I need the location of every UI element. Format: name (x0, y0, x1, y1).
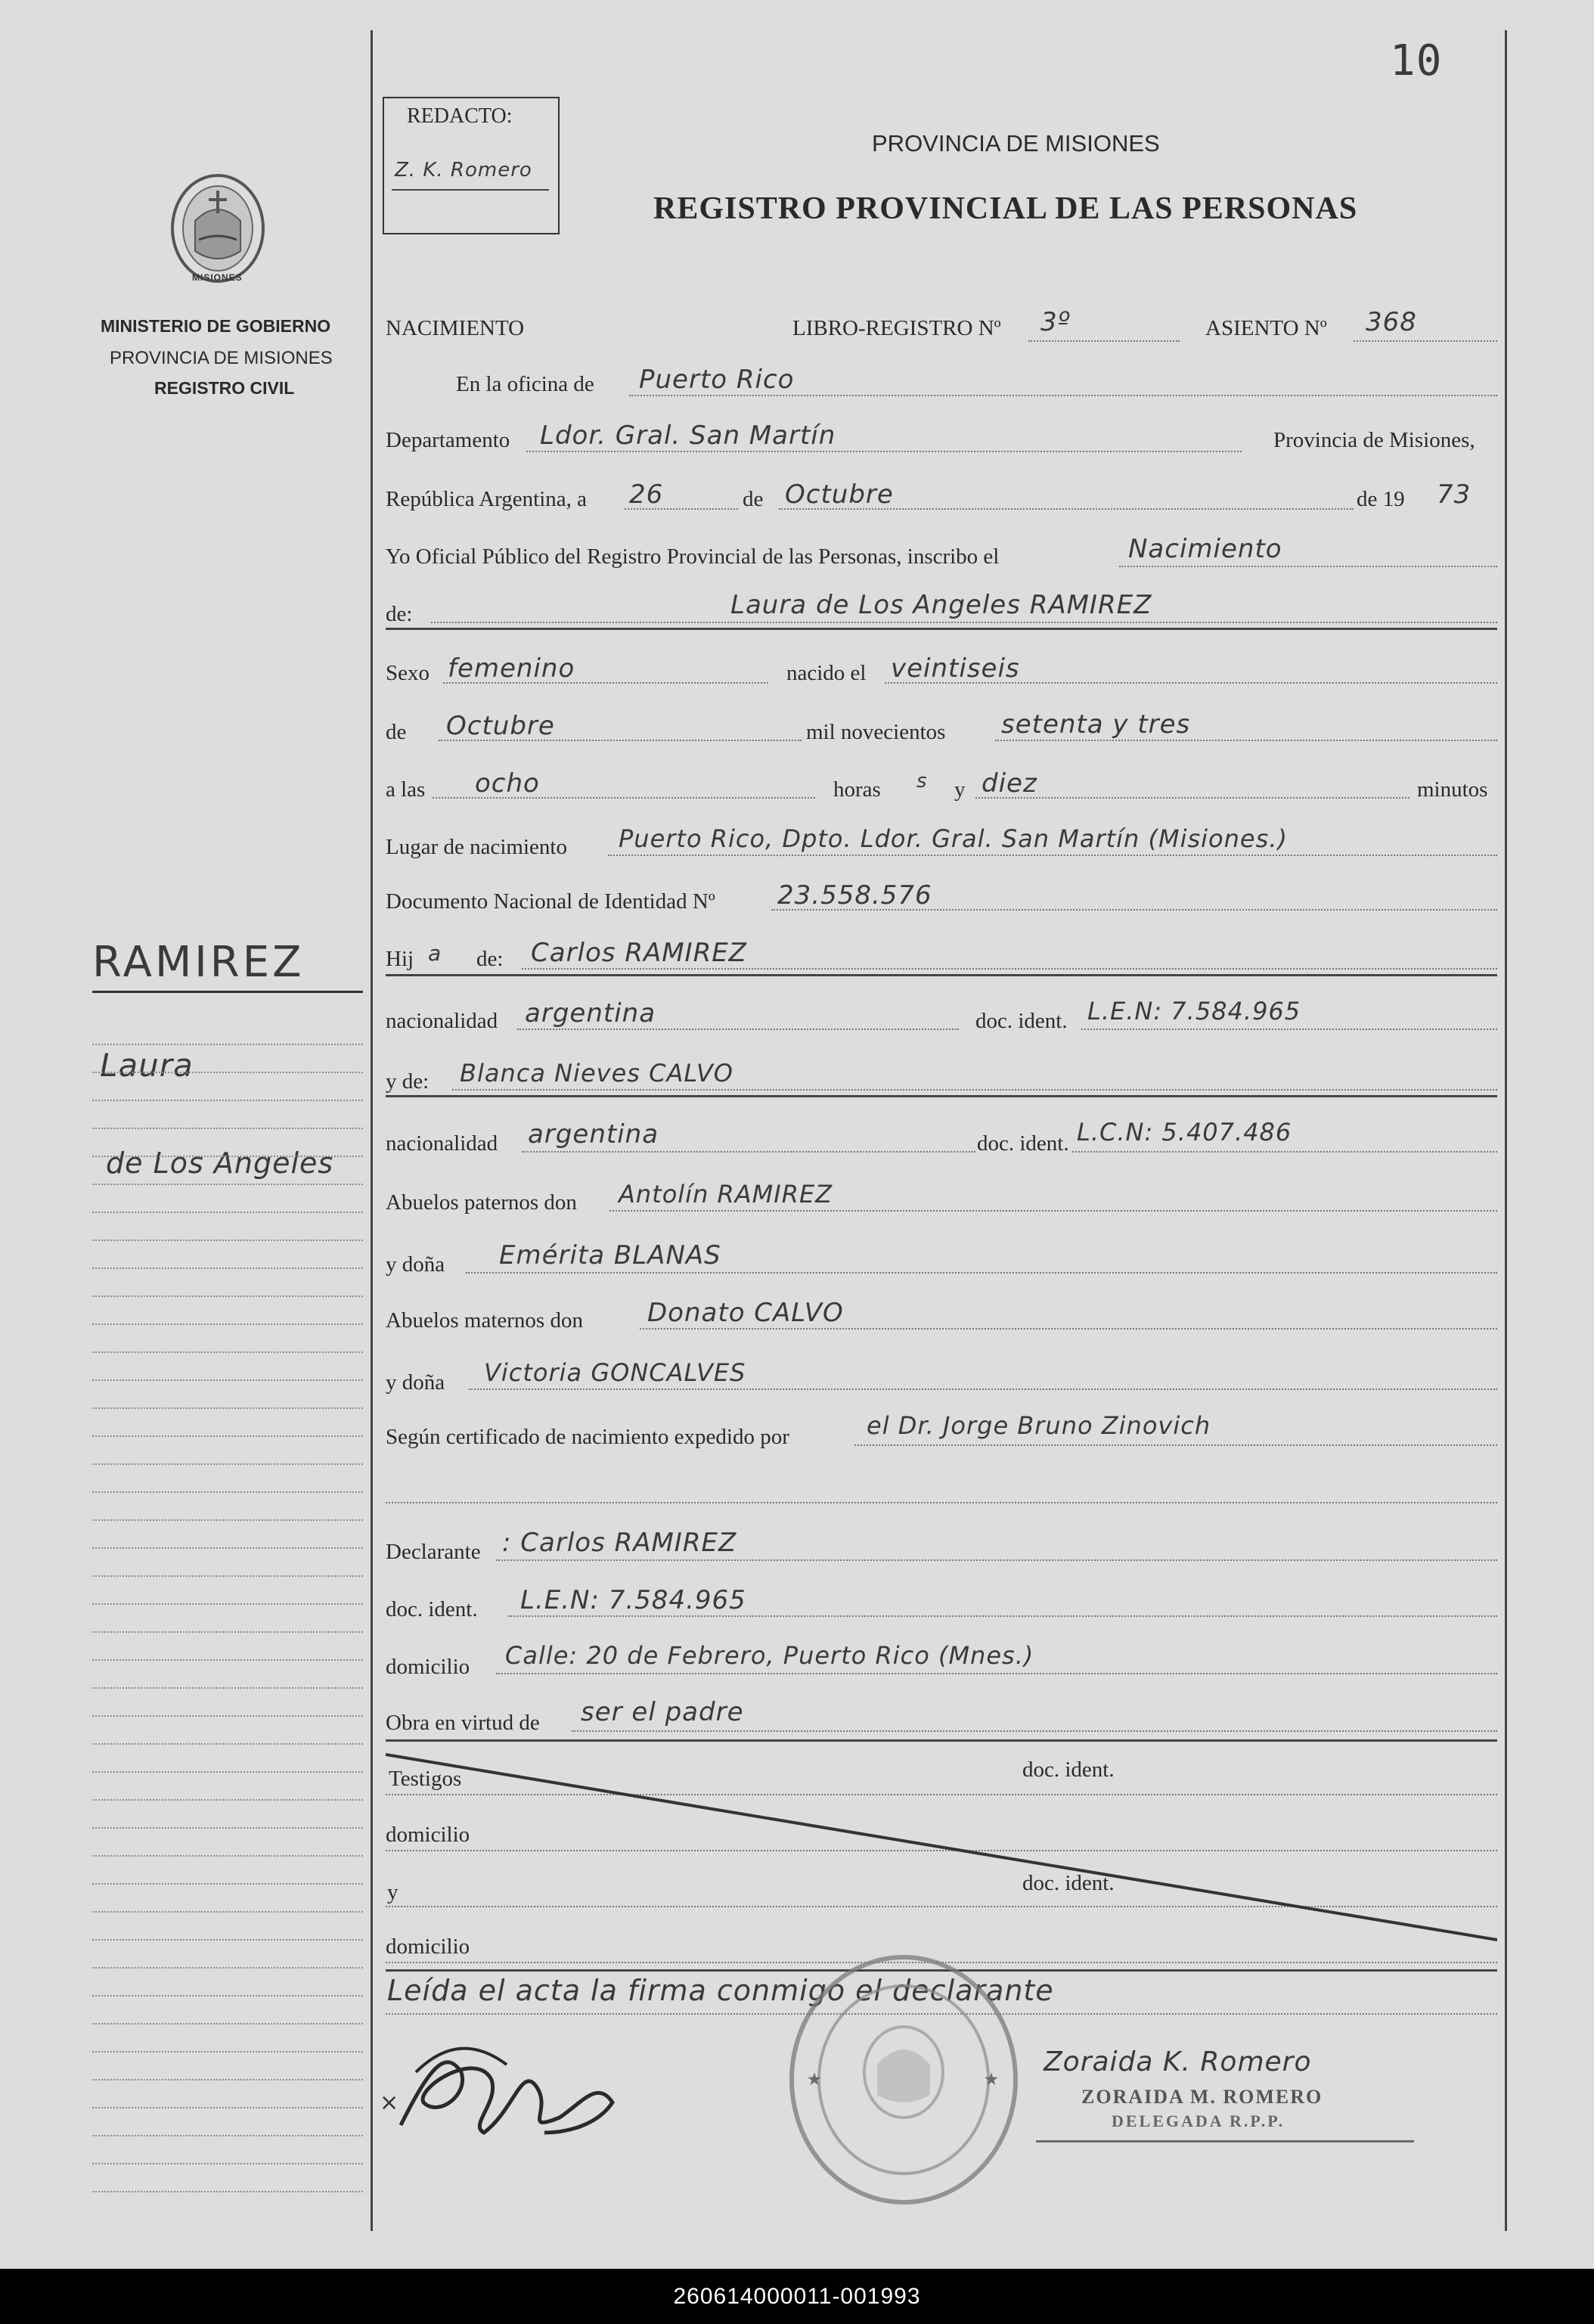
page-number: 10 (1390, 36, 1443, 85)
sexo-dots (443, 682, 768, 684)
departamento-label: Departamento (386, 428, 510, 452)
padre-nac-dots (517, 1029, 959, 1030)
nacido-label: nacido el (786, 661, 867, 685)
official-stamp-underline (1036, 2140, 1414, 2142)
testigos-label: Testigos (389, 1767, 462, 1791)
testigos-crossout-line (386, 1747, 1497, 1974)
sidebar-ruled-line (92, 1044, 363, 1045)
leida-value: Leída el acta la firma conmigo el declarante (387, 1974, 1054, 2007)
padre-doc-dots (1081, 1029, 1497, 1030)
abuelos-paternos-label: Abuelos paternos don (386, 1190, 577, 1215)
abuela-materna-dots (469, 1389, 1497, 1390)
sidebar-ruled-line (92, 2191, 363, 2192)
madre-doc-value: L.C.N: 5.407.486 (1077, 1118, 1292, 1146)
sidebar-given-name-1: Laura (100, 1047, 194, 1084)
ministry-label: MINISTERIO DE GOBIERNO (101, 316, 331, 336)
abuela-materna-label: y doña (386, 1370, 445, 1395)
mes-dots (439, 740, 802, 741)
madre-nac-dots (522, 1151, 975, 1153)
nacido-value: veintiseis (891, 653, 1020, 684)
sidebar-ruled-line (92, 1240, 363, 1241)
sidebar-ruled-line (92, 1491, 363, 1493)
sidebar-ruled-line (92, 1715, 363, 1717)
domicilio-label: domicilio (386, 1655, 470, 1679)
redacto-box (383, 97, 560, 234)
sidebar-ruled-line (92, 2163, 363, 2164)
redacto-underline (392, 189, 549, 191)
segun-value: el Dr. Jorge Bruno Zinovich (867, 1411, 1211, 1440)
acto-value: Nacimiento (1128, 534, 1282, 564)
svg-text:★: ★ (985, 2071, 998, 2088)
year-value: 73 (1437, 479, 1472, 510)
republica-label: República Argentina, a (386, 487, 588, 511)
svg-text:★: ★ (808, 2071, 821, 2088)
segun-dots (854, 1444, 1497, 1446)
lugar-dots (608, 855, 1497, 856)
official-name: ZORAIDA M. ROMERO (1081, 2086, 1323, 2108)
asiento-label: ASIENTO Nº (1205, 316, 1327, 340)
nacido-dots (885, 682, 1497, 684)
sidebar-ruled-line (92, 2079, 363, 2080)
asiento-value: 368 (1366, 307, 1417, 337)
abuelo-paterno-dots (609, 1210, 1497, 1212)
civil-registry-label: REGISTRO CIVIL (154, 378, 295, 398)
testigos-doc-label: doc. ident. (1022, 1758, 1115, 1782)
segun-label: Según certificado de nacimiento expedido por (386, 1425, 789, 1449)
day-dots (625, 508, 738, 510)
minutos-dots (975, 797, 1409, 799)
sidebar-ruled-line (92, 2023, 363, 2025)
section-divider-3 (386, 1095, 1497, 1097)
sidebar-ruled-line (92, 1212, 363, 1213)
province-coat-of-arms-icon (165, 168, 271, 289)
de-month-label: de (743, 487, 764, 511)
sidebar-ruled-line (92, 1156, 363, 1157)
year-prefix: de 19 (1357, 487, 1405, 511)
de-colon-label: de: (386, 602, 413, 626)
y-label: y (954, 777, 966, 802)
dni-dots (771, 909, 1497, 911)
oficina-dots (629, 395, 1497, 396)
abuelo-materno-value: Donato CALVO (647, 1298, 844, 1328)
redacto-signature: Z. K. Romero (395, 159, 532, 182)
sidebar-ruled-line (92, 1128, 363, 1129)
sidebar-given-name-2: de Los Angeles (106, 1146, 334, 1180)
hij-de-label: de: (476, 947, 504, 971)
sidebar-ruled-line (92, 1463, 363, 1465)
madre-dots (452, 1089, 1497, 1091)
sidebar-ruled-line (92, 1323, 363, 1325)
padre-value: Carlos RAMIREZ (531, 938, 747, 968)
month-dots (779, 508, 1354, 510)
libro-label: LIBRO-REGISTRO Nº (792, 316, 1001, 340)
sidebar-ruled-line (92, 2051, 363, 2053)
nombre-value: Laura de Los Angeles RAMIREZ (730, 590, 1152, 620)
sidebar-province-label: PROVINCIA DE MISIONES (110, 348, 333, 368)
month-value: Octubre (785, 479, 894, 510)
obra-value: ser el padre (581, 1697, 744, 1727)
sidebar-ruled-line (92, 1575, 363, 1577)
header-province: PROVINCIA DE MISIONES (872, 130, 1160, 157)
official-title: DELEGADA R.P.P. (1112, 2111, 1285, 2130)
sidebar-ruled-line (92, 1743, 363, 1745)
sidebar-ruled-line (92, 1939, 363, 1941)
surname-underline (92, 991, 363, 993)
anio-value: setenta y tres (1001, 709, 1191, 740)
header-registry: REGISTRO PROVINCIAL DE LAS PERSONAS (653, 191, 1358, 226)
y-de-label: y de: (386, 1069, 430, 1094)
sidebar-ruled-line (92, 1603, 363, 1605)
sidebar-ruled-line (92, 1072, 363, 1073)
sidebar-ruled-line (92, 1799, 363, 1801)
sidebar-ruled-line (92, 2107, 363, 2108)
declarante-dots (496, 1559, 1497, 1561)
minutos-label: minutos (1417, 777, 1488, 802)
sidebar-surname: RAMIREZ (92, 938, 305, 987)
alas-value: ocho (475, 768, 540, 799)
declarante-doc-value: L.E.N: 7.584.965 (520, 1585, 746, 1615)
declarante-value: : Carlos RAMIREZ (502, 1528, 737, 1558)
sidebar-ruled-line (92, 1771, 363, 1773)
redacto-label: REDACTO: (407, 104, 513, 128)
obra-dots (572, 1730, 1497, 1732)
sidebar-ruled-line (92, 1519, 363, 1521)
departamento-value: Ldor. Gral. San Martín (540, 420, 836, 451)
libro-value: 3º (1040, 307, 1071, 337)
obra-label: Obra en virtud de (386, 1711, 540, 1735)
madre-doc-dots (1072, 1151, 1497, 1153)
sidebar-ruled-line (92, 1295, 363, 1297)
abuela-materna-value: Victoria GONCALVES (484, 1358, 746, 1387)
sidebar-ruled-line (92, 1687, 363, 1689)
abuela-paterna-value: Emérita BLANAS (499, 1240, 721, 1271)
provincia-label: Provincia de Misiones, (1273, 428, 1475, 452)
testigos-doc2-label: doc. ident. (1022, 1871, 1115, 1895)
minutos-value: diez (982, 768, 1037, 799)
madre-doc-label: doc. ident. (977, 1131, 1069, 1156)
a-las-label: a las (386, 777, 426, 802)
sidebar-ruled-line (92, 1184, 363, 1185)
horas-suffix: s (916, 770, 928, 793)
padre-dots (522, 968, 1497, 970)
dni-value: 23.558.576 (777, 880, 932, 911)
hij-suffix: a (428, 941, 442, 966)
registry-stamp-icon (786, 1951, 1021, 2208)
declarante-doc-dots (508, 1615, 1497, 1617)
nombre-dots (431, 622, 1497, 623)
declarant-signature (371, 2019, 643, 2155)
acto-dots (1119, 566, 1497, 567)
section-divider-2 (386, 974, 1497, 976)
padre-nac-value: argentina (525, 998, 656, 1029)
abuelo-materno-dots (640, 1328, 1497, 1330)
sidebar-ruled-line (92, 1631, 363, 1633)
abuela-paterna-dots (466, 1272, 1497, 1274)
abuelo-paterno-value: Antolín RAMIREZ (619, 1180, 833, 1209)
sidebar-ruled-line (92, 1967, 363, 1969)
sexo-label: Sexo (386, 661, 430, 685)
sidebar-ruled-line (92, 1883, 363, 1885)
domicilio-value: Calle: 20 de Febrero, Puerto Rico (Mnes.) (505, 1641, 1034, 1670)
sidebar-ruled-line (92, 1435, 363, 1437)
alas-dots (433, 797, 815, 799)
horas-label: horas (833, 777, 881, 802)
sidebar-ruled-line (92, 1911, 363, 1913)
testigos-domicilio2-label: domicilio (386, 1935, 470, 1959)
declarante-doc-label: doc. ident. (386, 1597, 478, 1621)
dni-label: Documento Nacional de Identidad Nº (386, 889, 715, 914)
sidebar-ruled-line (92, 1407, 363, 1409)
svg-text:×: × (380, 2090, 399, 2116)
left-margin-rule (371, 30, 373, 2231)
padre-doc-value: L.E.N: 7.584.965 (1087, 997, 1301, 1025)
sidebar-ruled-line (92, 1100, 363, 1101)
sidebar-ruled-line (92, 1267, 363, 1269)
sidebar-ruled-line (92, 1995, 363, 1997)
padre-doc-label: doc. ident. (975, 1009, 1068, 1033)
right-margin-rule (1505, 30, 1507, 2231)
section-divider-4 (386, 1739, 1497, 1742)
nacimiento-label: NACIMIENTO (386, 316, 525, 340)
sidebar-ruled-line (92, 1827, 363, 1829)
madre-nac-value: argentina (528, 1119, 659, 1150)
sidebar-ruled-line (92, 1351, 363, 1353)
official-signature: Zoraida K. Romero (1044, 2046, 1312, 2077)
mil-novecientos-label: mil novecientos (806, 720, 946, 744)
abuelos-maternos-label: Abuelos maternos don (386, 1308, 583, 1333)
seal-label: MISIONES (192, 272, 243, 283)
sidebar-ruled-line (92, 1379, 363, 1381)
asiento-dots (1354, 340, 1497, 342)
padre-nac-label: nacionalidad (386, 1009, 498, 1033)
section-divider-1 (386, 628, 1497, 630)
segun-dots-2 (386, 1502, 1497, 1503)
madre-nac-label: nacionalidad (386, 1131, 498, 1156)
de-mes-label: de (386, 720, 407, 744)
sidebar-ruled-line (92, 1659, 363, 1661)
testigos-domicilio-label: domicilio (386, 1823, 470, 1847)
abuela-paterna-label: y doña (386, 1252, 445, 1277)
lugar-value: Puerto Rico, Dpto. Ldor. Gral. San Martín (Misiones.) (619, 824, 1288, 853)
lugar-label: Lugar de nacimiento (386, 835, 567, 859)
declarante-label: Declarante (386, 1540, 481, 1564)
testigos-y-label: y (387, 1880, 398, 1904)
oficina-value: Puerto Rico (639, 365, 795, 395)
mes-value: Octubre (446, 711, 555, 741)
yo-oficial-label: Yo Oficial Público del Registro Provincial de las Personas, inscribo el (386, 545, 1000, 569)
domicilio-dots (496, 1673, 1497, 1674)
departamento-dots (526, 451, 1242, 452)
libro-dots (1028, 340, 1180, 342)
oficina-label: En la oficina de (456, 372, 594, 396)
madre-value: Blanca Nieves CALVO (460, 1059, 733, 1088)
sidebar-ruled-line (92, 1855, 363, 1857)
sexo-value: femenino (448, 653, 575, 684)
footer-document-id: 260614000011-001993 (0, 2269, 1594, 2324)
sidebar-ruled-line (92, 2135, 363, 2136)
day-value: 26 (629, 479, 664, 510)
hij-label: Hij (386, 947, 414, 971)
sidebar-ruled-line (92, 1547, 363, 1549)
anio-dots (995, 740, 1497, 741)
